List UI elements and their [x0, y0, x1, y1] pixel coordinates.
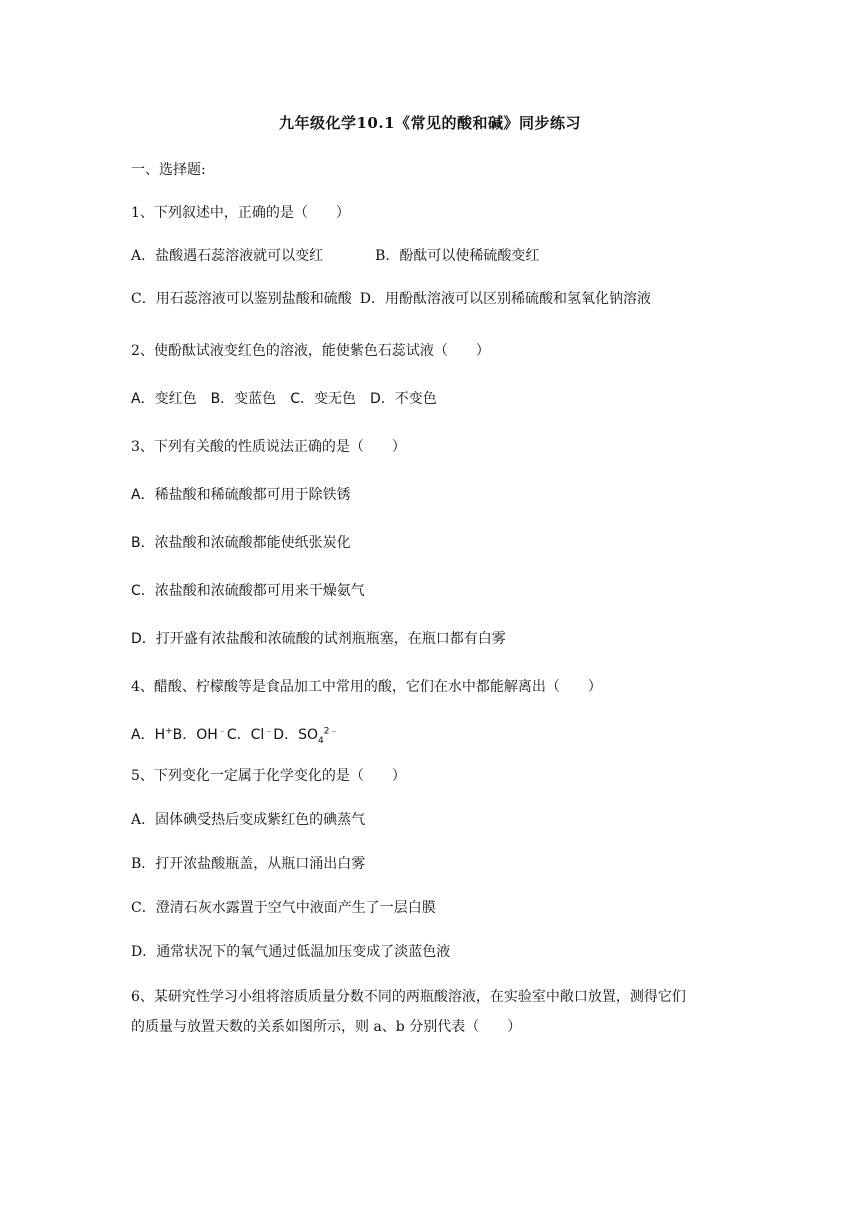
q5-option-a: A．固体碘受热后变成紫红色的碘蒸气	[131, 812, 366, 828]
q5-option-c: C．澄清石灰水露置于空气中液面产生了一层白膜	[131, 900, 436, 916]
q1-option-d: D．用酚酞溶液可以区别稀硫酸和氢氧化钠溶液	[359, 291, 651, 307]
q1-option-c: C．用石蕊溶液可以鉴别盐酸和硫酸	[131, 291, 352, 307]
q1-options-row2	[131, 289, 651, 309]
q4-option-c: C．Cl﹣	[226, 726, 274, 743]
q4-stem: 4、醋酸、柠檬酸等是食品加工中常用的酸，它们在水中都能解离出（ ）	[131, 679, 602, 695]
q6-stem-line2: 的质量与放置天数的关系如图所示，则 a、b 分别代表（ ）	[131, 1019, 522, 1035]
q2-stem: 2、使酚酞试液变红色的溶液，能使紫色石蕊试液（ ）	[131, 343, 490, 359]
q5-option-d: D．通常状况下的氧气通过低温加压变成了淡蓝色液	[131, 944, 451, 960]
q2-option-d: D．不变色	[369, 391, 437, 407]
q1-stem: 1、下列叙述中，正确的是（ ）	[131, 205, 350, 221]
q4-option-b: B．OH﹣	[172, 726, 227, 743]
q2-option-a: A．变红色	[131, 391, 197, 407]
q4-option-a: A．H+	[131, 726, 173, 743]
q2-option-b: B．变蓝色	[210, 391, 277, 407]
q3-option-d: D．打开盛有浓盐酸和浓硫酸的试剂瓶瓶塞，在瓶口都有白雾	[131, 631, 506, 647]
q1-option-b: B．酚酞可以使稀硫酸变红	[375, 248, 540, 264]
q3-option-b: B．浓盐酸和浓硫酸都能使纸张炭化	[131, 535, 351, 551]
q1-options-row1	[131, 246, 539, 266]
q3-option-a: A．稀盐酸和稀硫酸都可用于除铁锈	[131, 487, 351, 503]
q3-stem: 3、下列有关酸的性质说法正确的是（ ）	[131, 439, 406, 455]
q6-stem-line1: 6、某研究性学习小组将溶质质量分数不同的两瓶酸溶液，在实验室中敞口放置，测得它们	[131, 989, 686, 1005]
q1-option-a: A．盐酸遇石蕊溶液就可以变红	[131, 248, 324, 264]
q5-option-b: B．打开浓盐酸瓶盖，从瓶口涌出白雾	[131, 856, 366, 872]
document-title: 九年级化学10.1《常见的酸和碱》同步练习	[278, 114, 582, 132]
q4-options	[131, 725, 338, 745]
q5-stem: 5、下列变化一定属于化学变化的是（ ）	[131, 768, 406, 784]
q4-option-d: D．$SO_4^{2﹣}$	[273, 726, 339, 746]
q2-option-c: C．变无色	[290, 391, 356, 407]
q2-options	[131, 389, 437, 409]
section-heading: 一、选择题:	[131, 162, 206, 178]
q3-option-c: C．浓盐酸和浓硫酸都可用来干燥氨气	[131, 583, 365, 599]
